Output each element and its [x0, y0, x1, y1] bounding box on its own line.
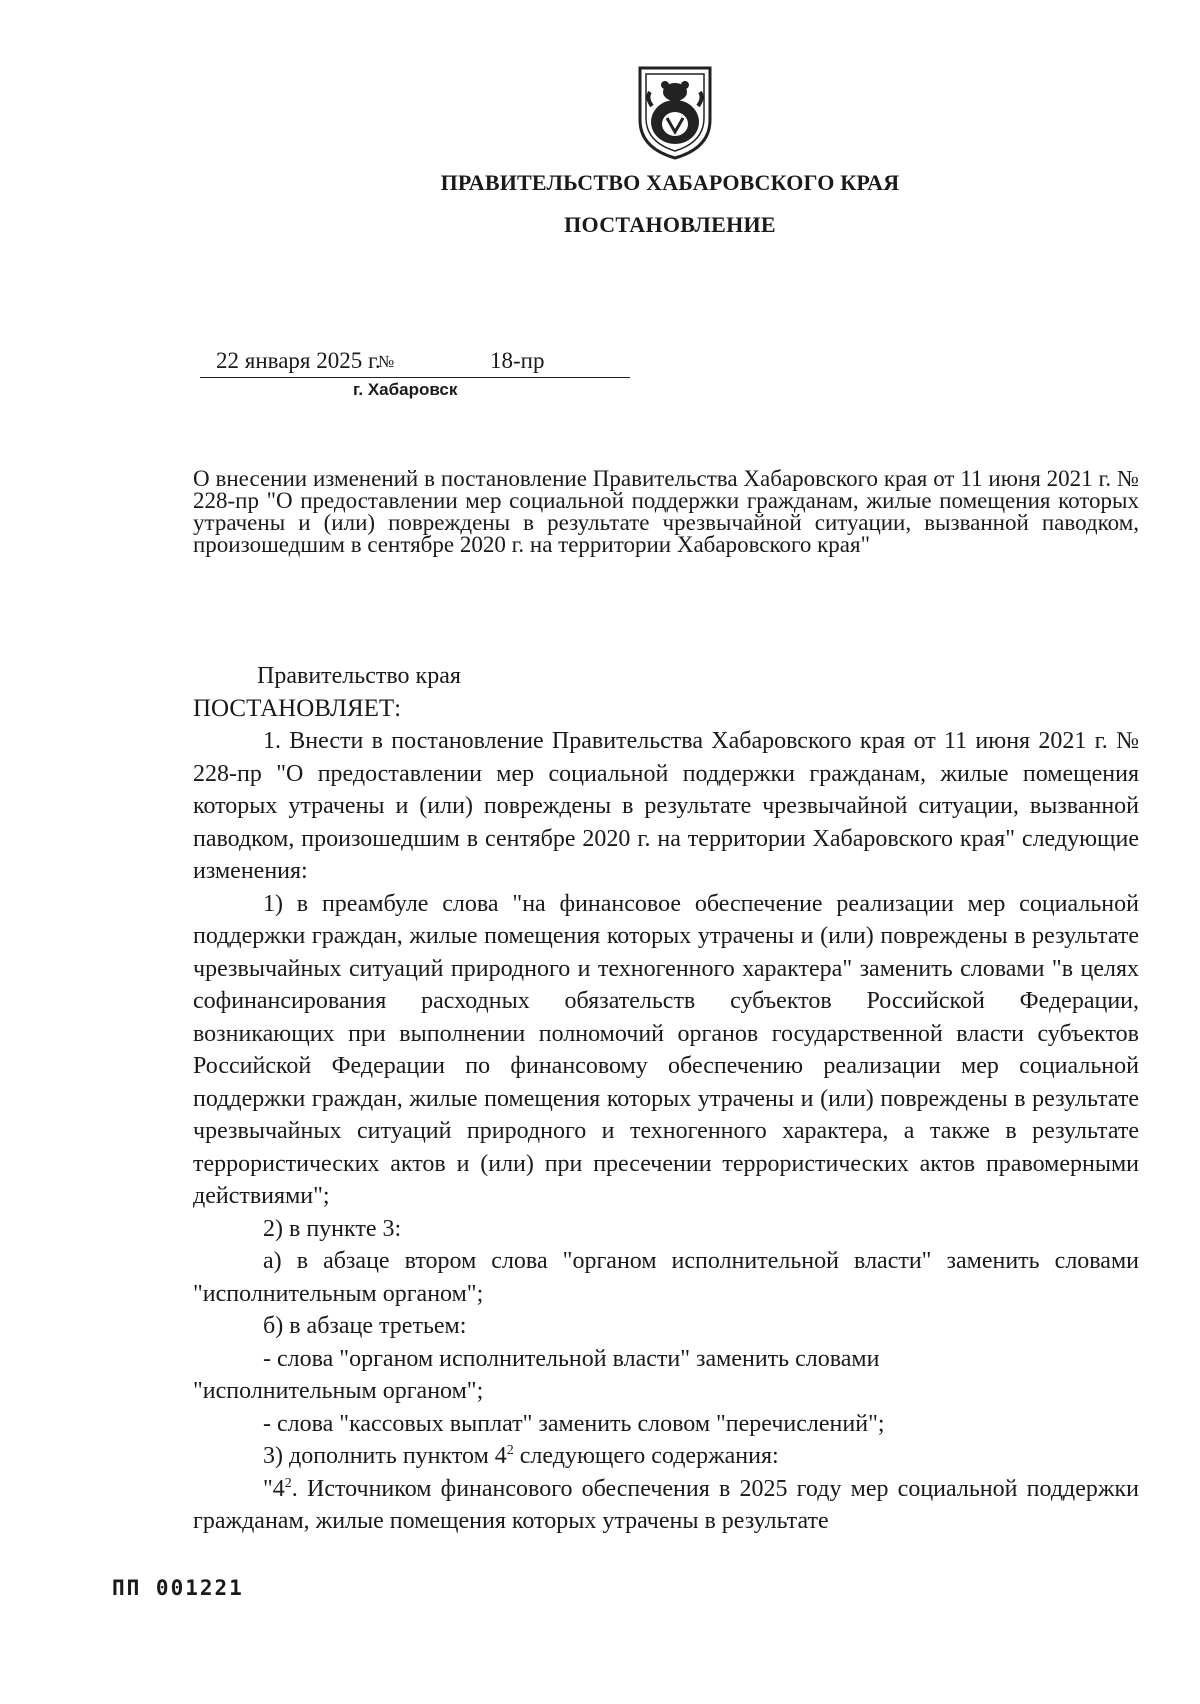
- sub-item-2b-1-cont: "исполнительным органом";: [193, 1378, 484, 1404]
- sub-item-1: 1) в преамбуле слова "на финансовое обеспечение реализации мер социальной поддержки граждан, жилые помещения которых утрачены и (или) повреждены в результате чрезвычайных ситуаций природного и техногенного характера" заменить словами "в целях софинансирования расходных обязательств субъектов Российской Федерации, возникающих при выполнении полномочий органов государственной власти субъектов Российской Федерации по финансовому обеспечению реализации мер социальной поддержки граждан, жилые помещения которых утрачены и (или) повреждены в результате чрезвычайных ситуаций природного и техногенного характера, а также в результате террористических актов и (или) при пресечении террористических актов правомерными действиями";: [193, 890, 1139, 1209]
- sub-item-3-pre: 3) дополнить пунктом 4: [263, 1443, 507, 1469]
- quoted-item-sup: 2: [284, 1475, 292, 1491]
- date-number-line: [200, 348, 630, 378]
- sub-item-2b-1: [193, 1343, 1139, 1376]
- sub-item-2b-1-start: - слова "органом исполнительной власти" заменить словами: [263, 1345, 880, 1372]
- sub-item-2b-2: - слова "кассовых выплат" заменить словом "перечислений";: [263, 1410, 885, 1437]
- sub-item-2a: а) в абзаце втором слова "органом исполнительной власти" заменить словами "исполнительным органом";: [193, 1248, 1139, 1307]
- document-body: [193, 660, 1139, 1538]
- item-1: 1. Внести в постановление Правительства Хабаровского края от 11 июня 2021 г. № 228-пр "О предоставлении мер социальной поддержки гражданам, жилые помещения которых утрачены и (или) повреждены в результате чрезвычайной ситуации, вызванной паводком, произошедшим в сентябре 2020 г. на территории Хабаровского края" следующие изменения:: [193, 728, 1139, 884]
- quoted-item-post: . Источником финансового обеспечения в 2025 году мер социальной поддержки гражданам, жилые помещения которых утрачены в результате: [193, 1475, 1139, 1534]
- form-code: ПП 001221: [112, 1576, 244, 1600]
- document-date: 22 января 2025 г.: [216, 348, 381, 373]
- quoted-item-pre: "4: [263, 1475, 285, 1502]
- sub-item-2: 2) в пункте 3:: [263, 1215, 402, 1242]
- sub-item-3: [193, 1440, 1139, 1473]
- organization-name: ПРАВИТЕЛЬСТВО ХАБАРОВСКОГО КРАЯ: [440, 170, 900, 195]
- document-type: ПОСТАНОВЛЕНИЕ: [564, 212, 776, 237]
- document-number: 18-пр: [490, 348, 545, 373]
- sub-item-3-sup: 2: [506, 1443, 514, 1458]
- khabarovsk-coat-of-arms-icon: [634, 62, 716, 162]
- document-title: О внесении изменений в постановление Правительства Хабаровского края от 11 июня 2021 г. № 228-пр "О предоставлении мер социальной поддержки гражданам, жилые помещения которых утрачены и (или) повреждены в результате чрезвычайной ситуации, вызванной паводком, произошедшим в сентябре 2020 г. на территории Хабаровского края": [193, 466, 1139, 557]
- intro-line: Правительство края: [257, 663, 461, 689]
- number-sign: №: [378, 352, 395, 371]
- resolves-heading: ПОСТАНОВЛЯЕТ:: [193, 694, 402, 722]
- sub-item-2b: б) в абзаце третьем:: [263, 1313, 467, 1339]
- city-name: г. Хабаровск: [353, 380, 458, 399]
- date-underline: [200, 377, 630, 378]
- quoted-item: [193, 1473, 1139, 1538]
- sub-item-3-post: следующего содержания:: [513, 1443, 779, 1469]
